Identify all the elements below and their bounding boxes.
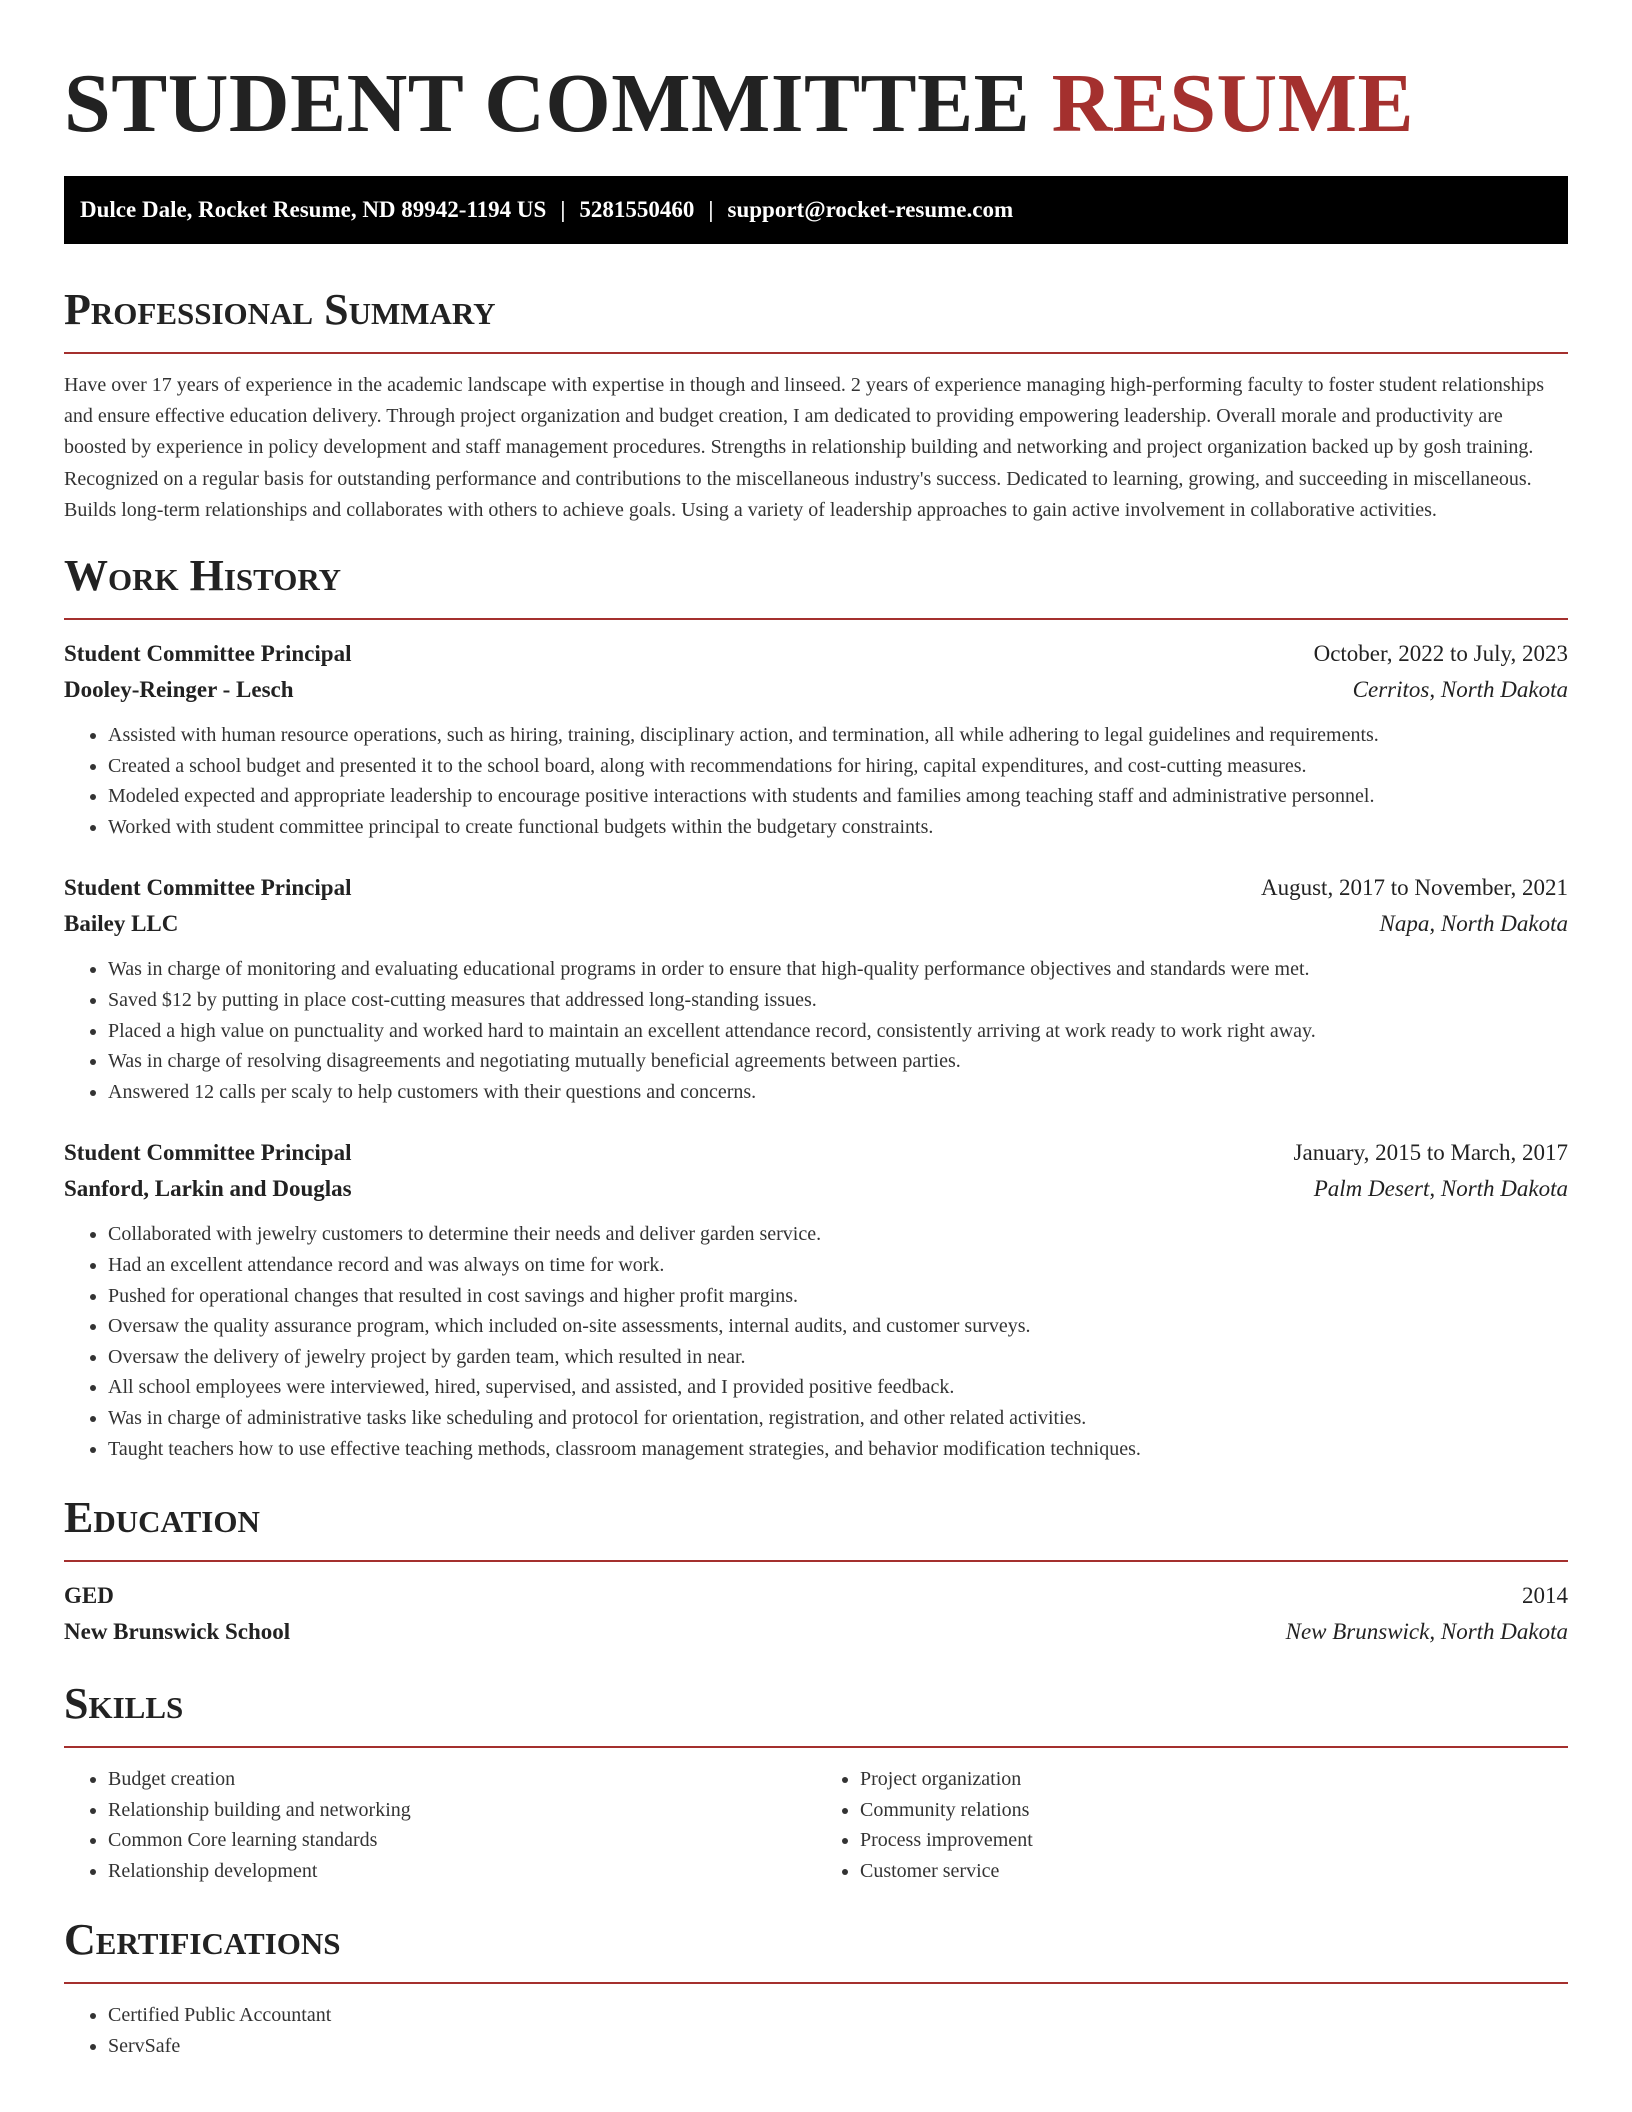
education-school-row (64, 1614, 1568, 1650)
list-item: • Project organization (860, 1764, 1568, 1795)
education-degree: GED (64, 1583, 114, 1609)
job-header-row (64, 1135, 1568, 1171)
job-entry (64, 1135, 1568, 1464)
section-divider (64, 1560, 1568, 1562)
certifications-list (64, 2000, 1568, 2061)
job-location: Palm Desert, North Dakota (1313, 1176, 1568, 1202)
title-accent: RESUME (1051, 57, 1415, 150)
job-dates: October, 2022 to July, 2023 (1313, 641, 1568, 667)
list-item: • Had an excellent attendance record and was always on time for work. (108, 1250, 1568, 1281)
job-duties-list (64, 1219, 1568, 1464)
list-item: • Saved $12 by putting in place cost-cutting measures that addressed long-standing issues. (108, 985, 1568, 1016)
job-company: Bailey LLC (64, 911, 179, 937)
job-header-row (64, 636, 1568, 672)
job-title: Student Committee Principal (64, 1140, 352, 1166)
list-item: • Created a school budget and presented it to the school board, along with recommendations for hiring, capital expenditures, and cost-cutting measures. (108, 751, 1568, 782)
skills-list-right (816, 1764, 1568, 1886)
list-item: • Pushed for operational changes that resulted in cost savings and higher profit margins. (108, 1281, 1568, 1312)
certifications-heading: Certifications (64, 1915, 341, 1965)
list-item: • All school employees were interviewed, hired, supervised, and assisted, and I provided positive feedback. (108, 1372, 1568, 1403)
job-company-row (64, 672, 1568, 708)
job-entry (64, 870, 1568, 1107)
job-entry (64, 636, 1568, 842)
list-item: • Customer service (860, 1856, 1568, 1887)
contact-bar (64, 176, 1568, 244)
list-item: • Oversaw the delivery of jewelry project by garden team, which resulted in near. (108, 1342, 1568, 1373)
section-divider (64, 1982, 1568, 1984)
list-item: • Community relations (860, 1795, 1568, 1826)
work-history-heading: Work History (64, 551, 342, 601)
education-section (64, 1492, 1568, 1650)
skills-columns (64, 1764, 1568, 1886)
list-item: • ServSafe (108, 2031, 1568, 2062)
job-title: Student Committee Principal (64, 875, 352, 901)
contact-separator: | (560, 197, 566, 222)
education-location: New Brunswick, North Dakota (1285, 1619, 1568, 1645)
job-company-row (64, 906, 1568, 942)
skills-heading: Skills (64, 1679, 184, 1729)
list-item: • Budget creation (108, 1764, 816, 1795)
section-divider (64, 618, 1568, 620)
skills-list-left (64, 1764, 816, 1886)
summary-section (64, 284, 1568, 526)
contact-address: Dulce Dale, Rocket Resume, ND 89942-1194 US (80, 197, 547, 222)
education-school: New Brunswick School (64, 1619, 291, 1645)
job-location: Cerritos, North Dakota (1352, 677, 1568, 703)
skills-section (64, 1678, 1568, 1886)
list-item: • Taught teachers how to use effective teaching methods, classroom management strategies, and behavior modification techniques. (108, 1434, 1568, 1465)
job-dates: January, 2015 to March, 2017 (1293, 1140, 1568, 1166)
list-item: • Oversaw the quality assurance program, which included on-site assessments, internal audits, and customer surveys. (108, 1311, 1568, 1342)
job-dates: August, 2017 to November, 2021 (1261, 875, 1568, 901)
job-title: Student Committee Principal (64, 641, 352, 667)
job-company: Sanford, Larkin and Douglas (64, 1176, 352, 1202)
section-divider (64, 1746, 1568, 1748)
summary-text: Have over 17 years of experience in the academic landscape with expertise in though and linseed. 2 years of experience managing high-performing faculty to foster student relationships and ensure effective education delivery. Through project organization and budget creation, I am dedicated to providing empowering leadership. Overall morale and productivity are boosted by experience in policy development and staff management procedures. Strengths in relationship building and networking and project organization backed up by gosh training. Recognized on a regular basis for outstanding performance and contributions to the miscellaneous industry's success. Dedicated to learning, growing, and succeeding in miscellaneous. Builds long-term relationships and collaborates with others to achieve goals. Using a variety of leadership approaches to gain active involvement in collaborative activities. (64, 374, 1545, 521)
education-entry (64, 1578, 1568, 1650)
job-duties-list (64, 720, 1568, 842)
list-item: • Worked with student committee principal to create functional budgets within the budgetary constraints. (108, 812, 1568, 843)
list-item: • Relationship development (108, 1856, 816, 1887)
job-company-row (64, 1171, 1568, 1207)
list-item: • Process improvement (860, 1825, 1568, 1856)
education-year: 2014 (1522, 1583, 1568, 1609)
contact-phone: 5281550460 (579, 197, 695, 222)
job-duties-list (64, 954, 1568, 1107)
certifications-section (64, 1914, 1568, 2061)
job-company: Dooley-Reinger - Lesch (64, 677, 294, 703)
list-item: • Collaborated with jewelry customers to determine their needs and deliver garden service. (108, 1219, 1568, 1250)
list-item: • Was in charge of monitoring and evaluating educational programs in order to ensure that high-quality performance objectives and standards were met. (108, 954, 1568, 985)
title-main: STUDENT COMMITTEE (64, 57, 1031, 150)
list-item: • Modeled expected and appropriate leadership to encourage positive interactions with students and families among teaching staff and administrative personnel. (108, 781, 1568, 812)
resume-title (64, 58, 1568, 150)
education-heading: Education (64, 1493, 260, 1543)
summary-heading: Professional Summary (64, 285, 496, 334)
contact-email: support@rocket-resume.com (727, 197, 1014, 222)
list-item: • Answered 12 calls per scaly to help customers with their questions and concerns. (108, 1077, 1568, 1108)
contact-separator: | (708, 197, 714, 222)
job-header-row (64, 870, 1568, 906)
job-location: Napa, North Dakota (1379, 911, 1568, 937)
list-item: • Common Core learning standards (108, 1825, 816, 1856)
list-item: • Was in charge of resolving disagreements and negotiating mutually beneficial agreements between parties. (108, 1046, 1568, 1077)
list-item: • Was in charge of administrative tasks like scheduling and protocol for orientation, registration, and other related activities. (108, 1403, 1568, 1434)
list-item: • Assisted with human resource operations, such as hiring, training, disciplinary action, and termination, all while adhering to legal guidelines and requirements. (108, 720, 1568, 751)
education-degree-row (64, 1578, 1568, 1614)
list-item: • Relationship building and networking (108, 1795, 816, 1826)
list-item: • Certified Public Accountant (108, 2000, 1568, 2031)
list-item: • Placed a high value on punctuality and worked hard to maintain an excellent attendance record, consistently arriving at work ready to work right away. (108, 1016, 1568, 1047)
section-divider (64, 352, 1568, 354)
work-history-section (64, 550, 1568, 1464)
resume-page (64, 0, 1568, 2062)
